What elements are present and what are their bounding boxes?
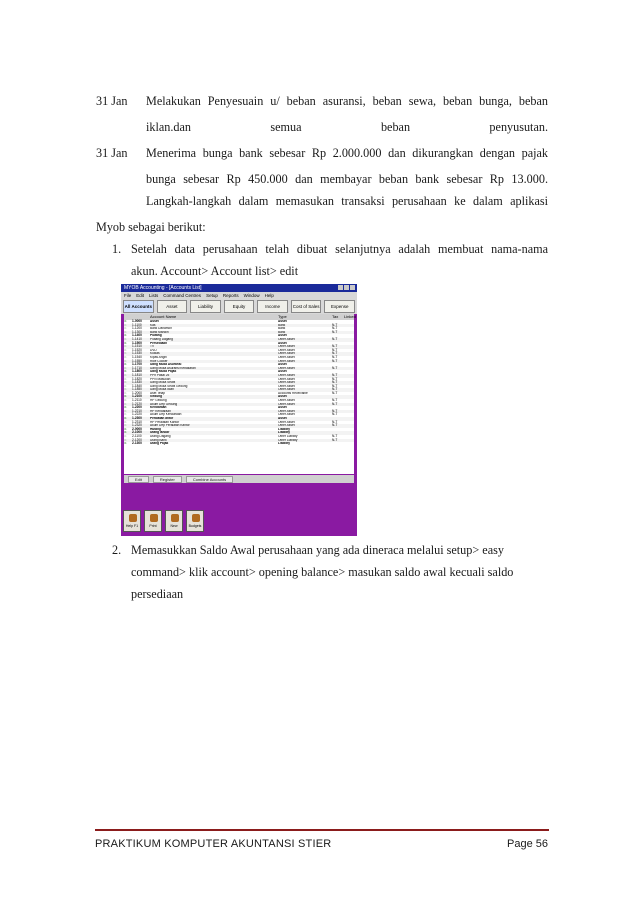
- account-type: Other Asset: [278, 413, 295, 417]
- step-line: akun. Account> Account list> edit: [131, 264, 299, 278]
- account-type: Bank: [278, 327, 286, 331]
- account-number: 1-1840: [132, 383, 142, 388]
- menu-item[interactable]: Edit: [136, 293, 145, 298]
- account-number: 1-1830: [132, 380, 142, 385]
- page-number: Page 56: [507, 838, 548, 850]
- window-titlebar: [121, 284, 357, 292]
- row-arrow-icon: ⇨: [124, 369, 127, 374]
- account-type: Other Asset: [278, 359, 295, 363]
- column-tax: Tax: [332, 314, 339, 319]
- close-icon[interactable]: [350, 285, 355, 290]
- row-arrow-icon: ⇨: [124, 426, 127, 431]
- account-type: Other Asset: [278, 384, 295, 388]
- account-number: 1-1300: [132, 329, 142, 334]
- register-button[interactable]: Register: [153, 476, 182, 483]
- account-name: Utang Bank: [150, 438, 167, 442]
- account-name: Hutang: [150, 427, 161, 431]
- menu-item[interactable]: Command Centres: [163, 293, 202, 298]
- print-button[interactable]: [144, 510, 162, 532]
- maximize-icon[interactable]: [344, 285, 349, 290]
- tax-code: N-T: [332, 326, 338, 331]
- tax-code: N-T: [332, 408, 338, 413]
- account-number: 1-1410: [132, 336, 142, 341]
- account-name: Bank Mandiri: [150, 330, 169, 334]
- account-type: Other Asset: [278, 402, 295, 406]
- account-type: Other Asset: [278, 366, 295, 370]
- menu-item[interactable]: Lists: [149, 293, 159, 298]
- account-number: 1-1500: [132, 340, 142, 345]
- account-name: Kulkas: [150, 352, 160, 356]
- row-arrow-icon: ⇨: [124, 380, 127, 385]
- row-arrow-icon: ⇨: [124, 441, 127, 446]
- account-name: Piutang: [150, 334, 162, 338]
- entry-text: [146, 88, 548, 140]
- tax-code: N-T: [332, 423, 338, 428]
- row-arrow-icon: ⇨: [124, 419, 127, 424]
- tax-code: N-T: [332, 419, 338, 424]
- account-name: Bank Danamon: [150, 327, 172, 331]
- entry-line: iklan.dan semua beban penyusutan.: [146, 120, 548, 134]
- row-arrow-icon: ⇨: [124, 362, 127, 367]
- account-name: Utang Pajak: [150, 442, 169, 446]
- row-arrow-icon: ⇨: [124, 405, 127, 410]
- column-linked: Linked: [344, 314, 356, 319]
- account-name: Uang Muka Sewa Gedung: [150, 384, 188, 388]
- tax-code: [332, 442, 346, 446]
- row-arrow-icon: ⇨: [124, 329, 127, 334]
- tab-liability[interactable]: Liability: [190, 300, 221, 313]
- account-name: Asset: [150, 320, 159, 323]
- account-number: 1-2300: [132, 416, 142, 421]
- account-type: Asset: [278, 406, 287, 410]
- account-number: 1-2120: [132, 401, 142, 406]
- step-line: Memasukkan Saldo Awal perusahaan yang ada dineraca melalui setup> easy: [131, 543, 504, 557]
- row-arrow-icon: ⇨: [124, 430, 127, 435]
- account-number: 1-2100: [132, 394, 142, 399]
- account-type: Liability: [278, 442, 291, 446]
- row-arrow-icon: ⇨: [124, 383, 127, 388]
- footer-title: PRAKTIKUM KOMPUTER AKUNTANSI STIER: [95, 838, 332, 850]
- account-number: 1-1820: [132, 376, 142, 381]
- menu-item[interactable]: Window: [243, 293, 260, 298]
- menu-bar: [121, 292, 357, 299]
- row-arrow-icon: ⇨: [124, 365, 127, 370]
- tax-code: N-T: [332, 365, 338, 370]
- accounts-table: [124, 320, 354, 474]
- account-number: 1-1810: [132, 372, 142, 377]
- action-buttons: [123, 510, 204, 532]
- account-name: DVD: [150, 348, 157, 352]
- help-f1-button[interactable]: [123, 510, 141, 532]
- account-type: Other Asset: [278, 337, 295, 341]
- row-arrow-icon: ⇨: [124, 351, 127, 356]
- button-label: Budgets: [188, 524, 202, 528]
- tax-code: N-T: [332, 372, 338, 377]
- account-name: Utang lancar: [150, 431, 170, 435]
- account-number: 1-1700: [132, 362, 142, 367]
- row-arrow-icon: ⇨: [124, 358, 127, 363]
- tax-code: N-T: [332, 401, 338, 406]
- row-arrow-icon: ⇨: [124, 394, 127, 399]
- account-name: Uang Muka Asuransi Kebakaran: [150, 366, 196, 370]
- account-type: Accounts Receivable: [278, 391, 308, 395]
- toolbar-icon: [129, 514, 137, 522]
- account-number: 1-1200: [132, 326, 142, 331]
- account-type: Other Asset: [278, 377, 295, 381]
- row-arrow-icon: ⇨: [124, 336, 127, 341]
- step-line: command> klik account> opening balance> masukan saldo awal kecuali saldo: [131, 565, 514, 579]
- row-arrow-icon: ⇨: [124, 401, 127, 406]
- step-number: 1.: [112, 242, 122, 256]
- button-label: New: [170, 524, 178, 528]
- tax-code: N-T: [332, 358, 338, 363]
- account-name: PPN Masukan: [150, 377, 171, 381]
- step-line: Setelah data perusahaan telah dibuat selanjutnya adalah membuat nama-nama: [131, 242, 548, 256]
- account-number: 1-2110: [132, 398, 142, 403]
- minimize-icon[interactable]: [338, 285, 343, 290]
- account-name: Akum Dep Gedung: [150, 402, 178, 406]
- account-name: Piutang Dagang: [150, 337, 173, 341]
- menu-item[interactable]: Reports: [222, 293, 239, 298]
- account-name: Rice Cooker: [150, 359, 168, 363]
- account-number: 1-1800: [132, 369, 142, 374]
- account-type: Asset: [278, 395, 287, 399]
- account-type: Other Asset: [278, 345, 295, 349]
- account-type: Other Liability: [278, 435, 298, 438]
- edit-button[interactable]: Edit: [128, 476, 149, 483]
- budgets-button[interactable]: [186, 510, 204, 532]
- toolbar-icon: [192, 514, 200, 522]
- account-number: 1-1100: [132, 322, 142, 327]
- toolbar-icon: [171, 514, 179, 522]
- account-number: 1-1530: [132, 351, 142, 356]
- account-type: Other Asset: [278, 388, 295, 392]
- entry-text: [146, 140, 548, 192]
- account-number: 1-1850: [132, 387, 142, 392]
- tax-code: N-T: [332, 412, 338, 417]
- entry-line: Melakukan Penyesuain u/ beban asuransi, beban sewa, beban bunga, beban: [146, 94, 548, 108]
- account-number: 1-2320: [132, 423, 142, 428]
- entry-date: 31 Jan: [96, 146, 128, 160]
- account-tabs: [121, 299, 357, 314]
- account-type: Asset: [278, 363, 287, 367]
- tax-code: N-T: [332, 344, 338, 349]
- tax-code: N-T: [332, 434, 338, 438]
- account-type: Liability: [278, 427, 291, 431]
- account-name: Persediaan: [150, 341, 168, 345]
- tax-code: N-T: [332, 354, 338, 359]
- tab-asset[interactable]: Asset: [157, 300, 188, 313]
- account-name: Uang Muka Iklan: [150, 388, 174, 392]
- tax-code: N-T: [332, 387, 338, 392]
- account-type: Asset: [278, 320, 287, 323]
- window-title: MYOB Accounting - [Accounts List]: [124, 285, 202, 291]
- row-arrow-icon: ⇨: [124, 434, 127, 438]
- row-arrow-icon: ⇨: [124, 408, 127, 413]
- tab-income[interactable]: Income: [257, 300, 288, 313]
- tax-code: N-T: [332, 376, 338, 381]
- row-arrow-icon: ⇨: [124, 319, 127, 323]
- new-button[interactable]: [165, 510, 183, 532]
- account-name: HP Kendaraan: [150, 409, 171, 413]
- account-number: 1-2220: [132, 412, 142, 417]
- account-type: Other Liability: [278, 438, 298, 442]
- row-arrow-icon: ⇨: [124, 423, 127, 428]
- step-line: persediaan: [131, 587, 184, 601]
- account-name: Utang Dagang: [150, 435, 171, 438]
- tab-cost-of-sales[interactable]: Cost of Sales: [291, 300, 322, 313]
- row-arrow-icon: ⇨: [124, 372, 127, 377]
- step-number: 2.: [112, 543, 122, 557]
- tax-code: N-T: [332, 390, 338, 395]
- entry-line: Menerima bunga bank sebesar Rp 2.000.000 dan dikurangkan dengan pajak: [146, 146, 548, 160]
- account-number: 1-0000: [132, 319, 142, 323]
- account-number: 1-1520: [132, 347, 142, 352]
- account-type: Bank: [278, 323, 286, 327]
- intro-line: Myob sebagai berikut:: [96, 220, 206, 234]
- tax-code: N-T: [332, 329, 338, 334]
- account-name: Kipas Angin: [150, 355, 167, 359]
- account-number: 1-1710: [132, 365, 142, 370]
- row-arrow-icon: ⇨: [124, 390, 127, 395]
- account-number: 1-2000: [132, 390, 142, 395]
- column-type: Type: [278, 314, 287, 319]
- combine-accounts-button[interactable]: Combine Accounts: [186, 476, 233, 483]
- account-type: Asset: [278, 334, 287, 338]
- account-number: 2-1100: [132, 434, 142, 438]
- account-number: 1-2200: [132, 405, 142, 410]
- account-number: 1-2210: [132, 408, 142, 413]
- tax-code: N-T: [332, 336, 338, 341]
- row-arrow-icon: ⇨: [124, 347, 127, 352]
- account-number: 2-1300: [132, 441, 142, 446]
- tax-code: N-T: [332, 437, 338, 442]
- account-type: Other Asset: [278, 420, 295, 424]
- window-controls: [338, 285, 355, 290]
- account-type: Other Asset: [278, 381, 295, 385]
- account-name: Uang Muka Pajak: [150, 370, 177, 374]
- account-name: Kendaraan: [150, 406, 167, 410]
- footer-rule: [95, 829, 549, 831]
- row-arrow-icon: ⇨: [124, 398, 127, 403]
- tab-all-accounts[interactable]: All Accounts: [123, 300, 154, 313]
- menu-item[interactable]: File: [124, 293, 132, 298]
- account-number: 1-2310: [132, 419, 142, 424]
- account-name: Peralatan antor: [150, 417, 174, 421]
- menu-item[interactable]: Help: [264, 293, 274, 298]
- row-arrow-icon: ⇨: [124, 376, 127, 381]
- myob-screenshot: [121, 284, 357, 536]
- tax-code: N-T: [332, 398, 338, 403]
- account-number: 1-1540: [132, 354, 142, 359]
- account-name: TV: [150, 345, 155, 349]
- account-name: PPh Pasal 25: [150, 373, 170, 377]
- row-arrow-icon: ⇨: [124, 416, 127, 421]
- button-label: Print: [149, 524, 157, 528]
- tax-code: N-T: [332, 383, 338, 388]
- button-label: Help F1: [125, 524, 139, 528]
- account-name: Uang Muka Sewa: [150, 381, 176, 385]
- account-type: Other Asset: [278, 409, 295, 413]
- tax-code: N-T: [332, 347, 338, 352]
- column-account-name: Account Name: [150, 314, 177, 319]
- account-number: 2-1000: [132, 430, 142, 435]
- account-name: Uang Muka Asuransi: [150, 363, 182, 367]
- tab-equity[interactable]: Equity: [224, 300, 255, 313]
- entry-date: 31 Jan: [96, 94, 128, 108]
- account-type: Other Asset: [278, 352, 295, 356]
- entry-line: bunga sebesar Rp 450.000 dan membayar beban bank sebesar Rp 13.000.: [146, 172, 548, 186]
- account-name: Aset Tetap: [150, 391, 166, 395]
- account-name: Akum Dep Kendaraan: [150, 413, 182, 417]
- account-number: 1-1510: [132, 344, 142, 349]
- account-type: Asset: [278, 370, 287, 374]
- row-arrow-icon: ⇨: [124, 437, 127, 442]
- tab-expense[interactable]: Expense: [324, 300, 355, 313]
- account-name: Kas: [150, 323, 156, 327]
- account-number: 1-1400: [132, 333, 142, 338]
- tax-code: N-T: [332, 322, 338, 327]
- account-type: Other Asset: [278, 348, 295, 352]
- account-type: Other Asset: [278, 424, 295, 428]
- row-arrow-icon: ⇨: [124, 326, 127, 331]
- row-arrow-icon: ⇨: [124, 354, 127, 359]
- row-arrow-icon: ⇨: [124, 344, 127, 349]
- table-row[interactable]: [124, 442, 354, 446]
- account-name: HP Gedung: [150, 399, 167, 403]
- tax-code: N-T: [332, 351, 338, 356]
- row-arrow-icon: ⇨: [124, 322, 127, 327]
- account-type: Asset: [278, 341, 287, 345]
- account-type: Asset: [278, 417, 287, 421]
- account-type: Other Asset: [278, 399, 295, 403]
- tax-code: N-T: [332, 380, 338, 385]
- toolbar-icon: [150, 514, 158, 522]
- account-number: 2-0000: [132, 426, 142, 431]
- row-arrow-icon: ⇨: [124, 340, 127, 345]
- intro-line: Langkah-langkah dalam memasukan transaksi perusahaan ke dalam aplikasi: [146, 194, 548, 208]
- row-arrow-icon: ⇨: [124, 412, 127, 417]
- account-type: Other Asset: [278, 355, 295, 359]
- account-type: Liability: [278, 431, 291, 435]
- menu-item[interactable]: Setup: [206, 293, 218, 298]
- account-name: Gedung: [150, 395, 163, 399]
- account-number: 1-1550: [132, 358, 142, 363]
- row-arrow-icon: ⇨: [124, 387, 127, 392]
- account-type: Bank: [278, 330, 286, 334]
- account-type: Other Asset: [278, 373, 295, 377]
- list-buttons: [124, 475, 354, 483]
- account-number: 2-1200: [132, 437, 142, 442]
- row-arrow-icon: ⇨: [124, 333, 127, 338]
- account-name: Akum Dep Peralatan Kantor: [150, 424, 190, 428]
- account-name: HP Peralatan Kantor: [150, 420, 180, 424]
